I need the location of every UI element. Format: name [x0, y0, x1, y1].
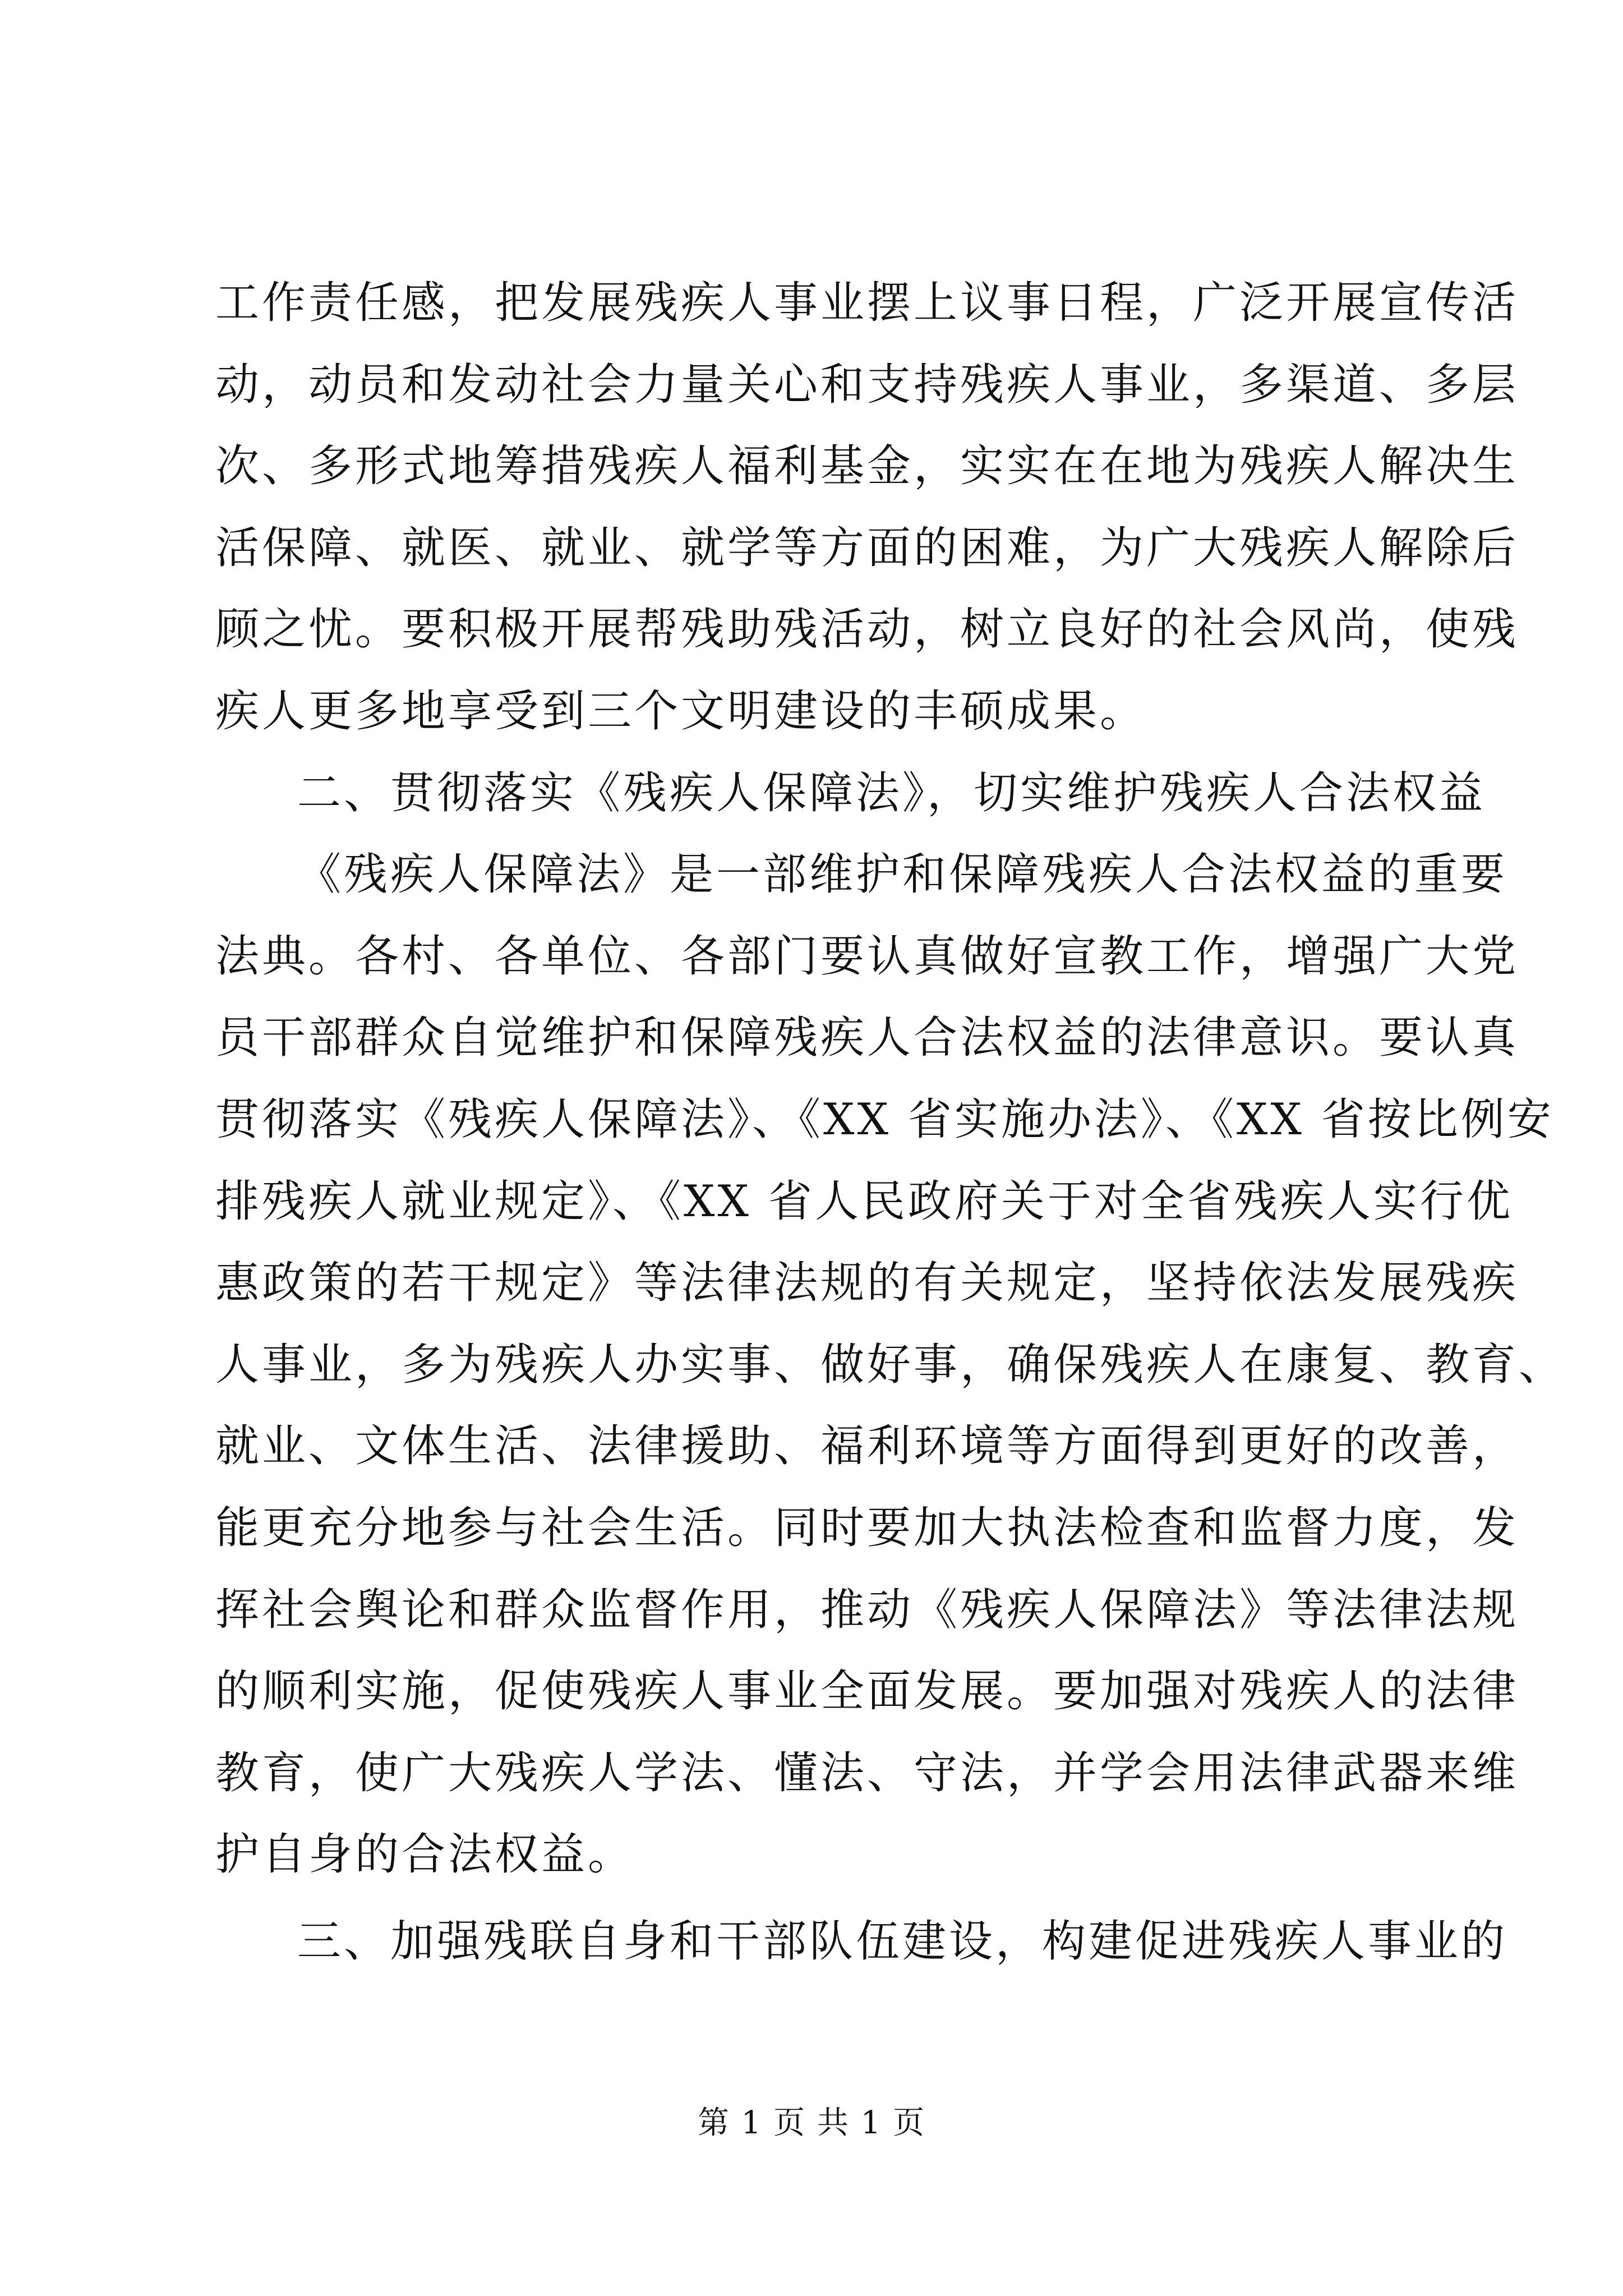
- body-line: 顾之忧。要积极开展帮残助残活动，树立良好的社会风尚，使残: [215, 604, 1519, 655]
- body-line: 《残疾人保障法》是一部维护和保障残疾人合法权益的重要: [297, 849, 1508, 900]
- body-line: 就业、文体生活、法律援助、福利环境等方面得到更好的改善，: [215, 1421, 1519, 1472]
- body-line: 活保障、就医、就业、就学等方面的困难，为广大残疾人解除后: [215, 522, 1519, 573]
- body-line: 挥社会舆论和群众监督作用，推动《残疾人保障法》等法律法规: [215, 1584, 1519, 1635]
- body-line: 工作责任感，把发展残疾人事业摆上议事日程，广泛开展宣传活: [215, 278, 1519, 328]
- document-body: [215, 263, 1566, 1983]
- body-line: 次、多形式地筹措残疾人福利基金，实实在在地为残疾人解决生: [215, 441, 1519, 492]
- section-heading: 三、加强残联自身和干部队伍建设，构建促进残疾人事业的: [297, 1916, 1508, 1967]
- body-line: 人事业，多为残疾人办实事、做好事，确保残疾人在康复、教育、: [215, 1339, 1566, 1390]
- body-line: 疾人更多地享受到三个文明建设的丰硕成果。: [215, 685, 1147, 737]
- body-line: 护自身的合法权益。: [215, 1829, 635, 1880]
- body-line: 能更充分地参与社会生活。同时要加大执法检查和监督力度，发: [215, 1502, 1519, 1553]
- page-footer: 第 1 页 共 1 页: [697, 2105, 926, 2141]
- body-line: 动，动员和发动社会力量关心和支持残疾人事业，多渠道、多层: [215, 359, 1519, 410]
- section-heading: 二、贯彻落实《残疾人保障法》，切实维护残疾人合法权益: [297, 767, 1486, 818]
- body-line: 的顺利实施，促使残疾人事业全面发展。要加强对残疾人的法律: [215, 1666, 1519, 1717]
- body-line: 排残疾人就业规定》、《XX 省人民政府关于对全省残疾人实行优: [215, 1176, 1513, 1227]
- body-line: 员干部群众自觉维护和保障残疾人合法权益的法律意识。要认真: [215, 1013, 1519, 1064]
- body-line: 教育，使广大残疾人学法、懂法、守法，并学会用法律武器来维: [215, 1747, 1519, 1798]
- body-line: 法典。各村、各单位、各部门要认真做好宣教工作，增强广大党: [215, 931, 1519, 982]
- body-line: 贯彻落实《残疾人保障法》、《XX 省实施办法》、《XX 省按比例安: [215, 1094, 1554, 1145]
- body-line: 惠政策的若干规定》等法律法规的有关规定，坚持依法发展残疾: [215, 1258, 1519, 1309]
